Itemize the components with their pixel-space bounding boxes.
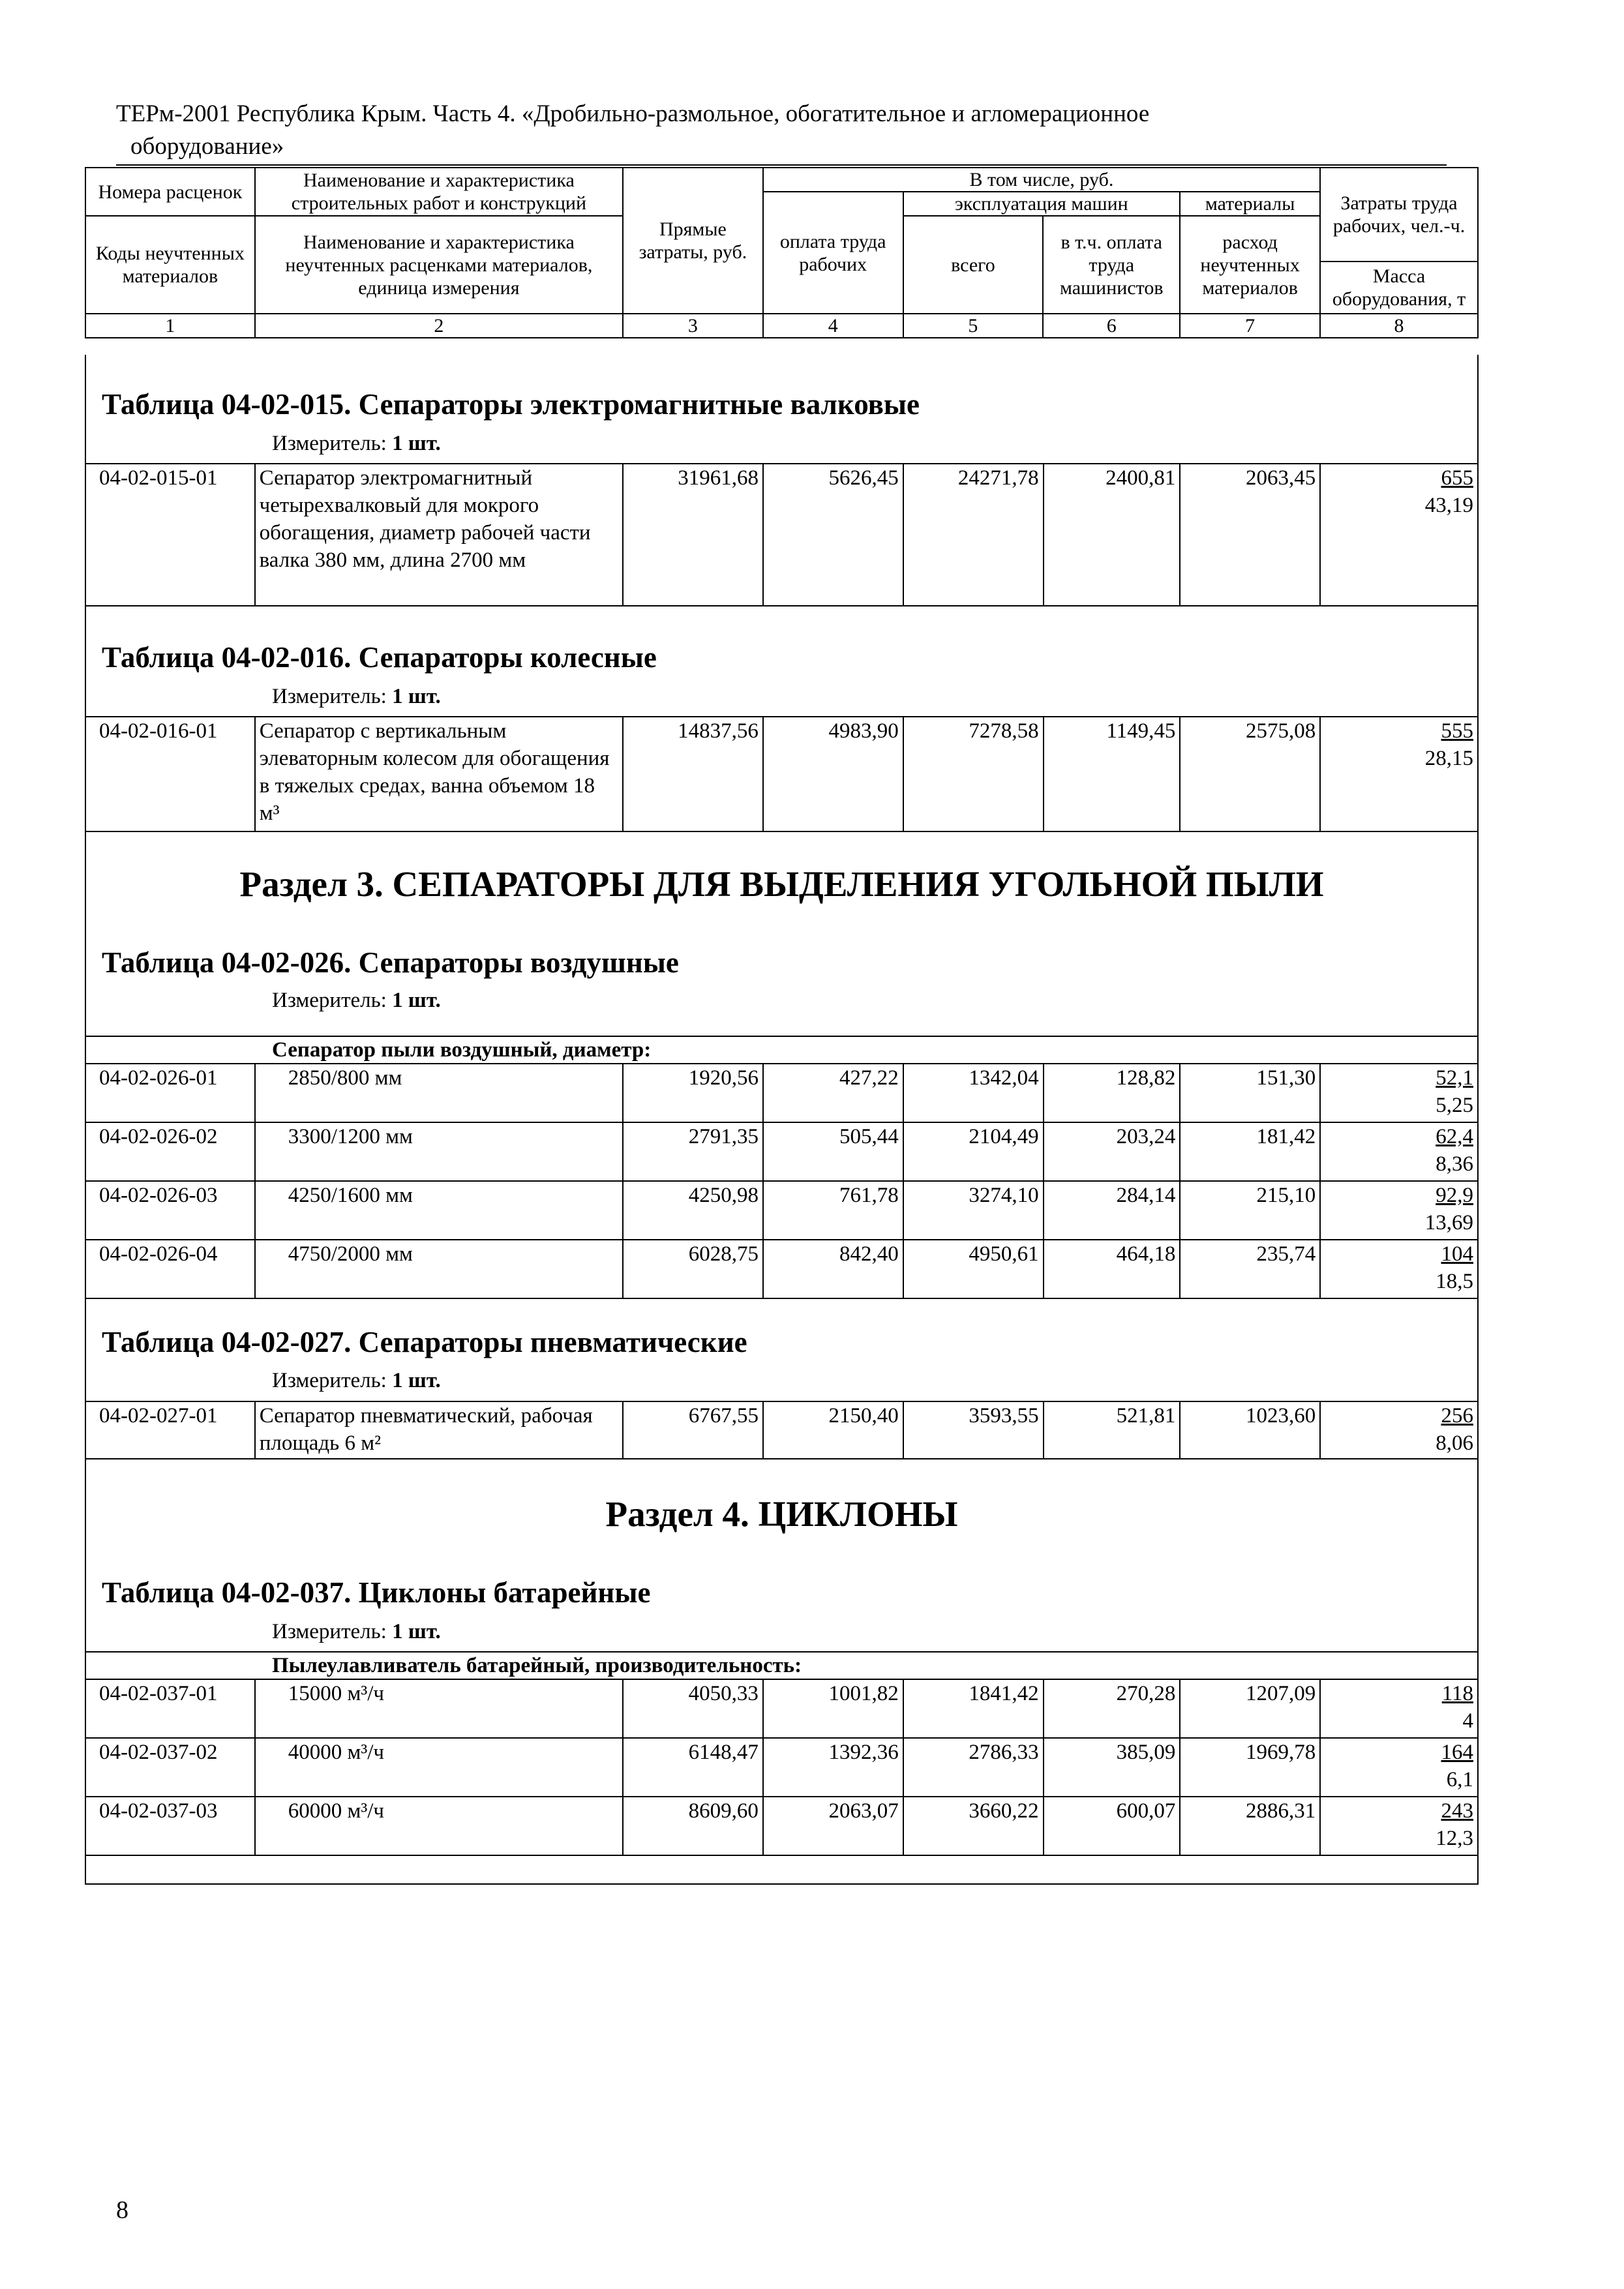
machinist-pay: 2400,81	[1044, 464, 1180, 606]
measure-label: Измеритель:	[272, 1620, 387, 1643]
group-heading: Сепаратор пыли воздушный, диаметр:	[85, 1036, 1478, 1064]
labor-hours: 243	[1441, 1799, 1473, 1823]
direct-costs: 6028,75	[623, 1240, 763, 1298]
rate-code: 04-02-016-01	[85, 717, 255, 831]
labor-mass-cell	[1320, 1181, 1478, 1240]
machinist-pay: 128,82	[1044, 1064, 1180, 1122]
header-line-1: ТЕРм-2001 Республика Крым. Часть 4. «Дробильно-размольное, обогатительное и агломерационное	[116, 100, 1150, 127]
labor-mass-cell	[1320, 1122, 1478, 1181]
table-row	[85, 1401, 1478, 1459]
col-number: 7	[1180, 314, 1320, 338]
table-title: Таблица 04-02-027. Сепараторы пневматические	[102, 1326, 747, 1358]
machinist-pay: 203,24	[1044, 1122, 1180, 1181]
direct-costs: 4250,98	[623, 1181, 763, 1240]
rate-code: 04-02-026-04	[85, 1240, 255, 1298]
col-number: 1	[85, 314, 255, 338]
rate-code: 04-02-026-03	[85, 1181, 255, 1240]
rates-grid	[85, 1401, 1479, 1459]
rate-code: 04-02-037-02	[85, 1738, 255, 1797]
labor-mass-cell	[1320, 1240, 1478, 1298]
rate-name: 2850/800 мм	[255, 1064, 623, 1122]
labor-hours: 164	[1441, 1741, 1473, 1764]
header-rule	[116, 164, 1447, 166]
table-row	[85, 717, 1478, 831]
rate-name: Сепаратор пневматический, рабочая площадь 6 м²	[255, 1401, 623, 1459]
machines-total: 2104,49	[903, 1122, 1044, 1181]
col1-header-top: Номера расценок	[85, 168, 255, 216]
table-body	[85, 355, 1479, 1885]
labor-pay: 427,22	[763, 1064, 903, 1122]
col6-header: в т.ч. оплата труда машинистов	[1043, 216, 1180, 314]
labor-hours: 104	[1441, 1242, 1473, 1266]
equipment-mass: 8,36	[1436, 1152, 1473, 1176]
labor-pay: 761,78	[763, 1181, 903, 1240]
machines-total: 3660,22	[903, 1797, 1044, 1855]
equipment-mass: 5,25	[1436, 1094, 1473, 1117]
rates-grid	[85, 463, 1479, 606]
labor-hours: 62,4	[1436, 1125, 1473, 1148]
table-row	[85, 464, 1478, 606]
col-number: 3	[623, 314, 763, 338]
col1-header-bottom: Коды неучтенных материалов	[85, 216, 255, 314]
rate-name: Сепаратор электромагнитный четырехвалковый для мокрого обогащения, диаметр рабочей части валка 380 мм, длина 2700 мм	[255, 464, 623, 606]
rates-grid	[85, 1651, 1479, 1856]
col-number: 5	[903, 314, 1044, 338]
rate-name: 3300/1200 мм	[255, 1122, 623, 1181]
direct-costs: 6767,55	[623, 1401, 763, 1459]
equipment-mass: 6,1	[1446, 1768, 1473, 1791]
machinist-pay: 600,07	[1044, 1797, 1180, 1855]
col-number: 2	[255, 314, 623, 338]
measure-value: 1 шт.	[392, 1620, 441, 1643]
measure-value: 1 шт.	[392, 989, 441, 1012]
labor-mass-cell	[1320, 1064, 1478, 1122]
column-header-table	[85, 167, 1479, 338]
labor-mass-cell	[1320, 1679, 1478, 1738]
machinist-pay: 1149,45	[1044, 717, 1180, 831]
machines-total: 7278,58	[903, 717, 1044, 831]
measure-line	[272, 1620, 441, 1644]
labor-mass-cell	[1320, 1738, 1478, 1797]
measure-line	[272, 685, 441, 709]
rate-code: 04-02-026-01	[85, 1064, 255, 1122]
table-row	[85, 1240, 1478, 1298]
col4-header: оплата труда рабочих	[763, 192, 903, 314]
rate-code: 04-02-037-01	[85, 1679, 255, 1738]
materials: 2886,31	[1180, 1797, 1320, 1855]
table-row	[85, 1738, 1478, 1797]
machines-total: 1342,04	[903, 1064, 1044, 1122]
direct-costs: 2791,35	[623, 1122, 763, 1181]
labor-pay: 4983,90	[763, 717, 903, 831]
materials: 1023,60	[1180, 1401, 1320, 1459]
rate-name: Сепаратор с вертикальным элеваторным колесом для обогащения в тяжелых средах, ванна объемом 18 м³	[255, 717, 623, 831]
running-header	[116, 98, 1453, 163]
labor-mass-cell	[1320, 1797, 1478, 1855]
rate-code: 04-02-015-01	[85, 464, 255, 606]
equipment-mass: 12,3	[1436, 1827, 1473, 1850]
machinist-pay: 521,81	[1044, 1401, 1180, 1459]
table-title: Таблица 04-02-016. Сепараторы колесные	[102, 641, 657, 674]
col-number: 6	[1043, 314, 1180, 338]
labor-hours: 92,9	[1436, 1184, 1473, 1207]
labor-hours: 256	[1441, 1404, 1473, 1428]
col5-header: всего	[903, 216, 1044, 314]
materials-header: материалы	[1180, 192, 1320, 216]
measure-line	[272, 1369, 441, 1393]
materials: 215,10	[1180, 1181, 1320, 1240]
direct-costs: 8609,60	[623, 1797, 763, 1855]
materials: 235,74	[1180, 1240, 1320, 1298]
machines-total: 3593,55	[903, 1401, 1044, 1459]
labor-mass-cell	[1320, 717, 1478, 831]
machinist-pay: 270,28	[1044, 1679, 1180, 1738]
direct-costs: 14837,56	[623, 717, 763, 831]
rates-grid	[85, 1036, 1479, 1299]
labor-pay: 2150,40	[763, 1401, 903, 1459]
machines-header: эксплуатация машин	[903, 192, 1180, 216]
equipment-mass: 43,19	[1424, 494, 1473, 517]
machines-total: 4950,61	[903, 1240, 1044, 1298]
including-header: В том числе, руб.	[763, 168, 1320, 192]
col8-header-top: Затраты труда рабочих, чел.-ч.	[1320, 168, 1478, 262]
materials: 151,30	[1180, 1064, 1320, 1122]
labor-pay: 2063,07	[763, 1797, 903, 1855]
table-row	[85, 1181, 1478, 1240]
machines-total: 2786,33	[903, 1738, 1044, 1797]
materials: 181,42	[1180, 1122, 1320, 1181]
rate-name: 15000 м³/ч	[255, 1679, 623, 1738]
table-title: Таблица 04-02-015. Сепараторы электромагнитные валковые	[102, 388, 920, 421]
materials: 1969,78	[1180, 1738, 1320, 1797]
equipment-mass: 13,69	[1424, 1211, 1473, 1234]
measure-label: Измеритель:	[272, 685, 387, 708]
equipment-mass: 28,15	[1424, 747, 1473, 770]
measure-value: 1 шт.	[392, 685, 441, 708]
page-number: 8	[116, 2196, 128, 2224]
col7-header: расход неучтенных материалов	[1180, 216, 1320, 314]
labor-mass-cell	[1320, 464, 1478, 606]
rate-name: 60000 м³/ч	[255, 1797, 623, 1855]
machines-total: 24271,78	[903, 464, 1044, 606]
machines-total: 3274,10	[903, 1181, 1044, 1240]
col3-header: Прямые затраты, руб.	[623, 168, 763, 314]
materials: 2063,45	[1180, 464, 1320, 606]
rate-code: 04-02-037-03	[85, 1797, 255, 1855]
labor-hours: 52,1	[1436, 1066, 1473, 1090]
labor-pay: 5626,45	[763, 464, 903, 606]
materials: 1207,09	[1180, 1679, 1320, 1738]
labor-hours: 555	[1441, 719, 1473, 743]
section-heading: Раздел 3. СЕПАРАТОРЫ ДЛЯ ВЫДЕЛЕНИЯ УГОЛЬНОЙ ПЫЛИ	[239, 864, 1324, 904]
materials: 2575,08	[1180, 717, 1320, 831]
labor-pay: 505,44	[763, 1122, 903, 1181]
rates-grid	[85, 716, 1479, 832]
equipment-mass: 8,06	[1436, 1431, 1473, 1455]
table-row	[85, 1064, 1478, 1122]
labor-mass-cell	[1320, 1401, 1478, 1459]
measure-line	[272, 432, 441, 456]
measure-line	[272, 989, 441, 1013]
rate-name: 4750/2000 мм	[255, 1240, 623, 1298]
direct-costs: 1920,56	[623, 1064, 763, 1122]
direct-costs: 4050,33	[623, 1679, 763, 1738]
measure-value: 1 шт.	[392, 1369, 441, 1392]
measure-label: Измеритель:	[272, 989, 387, 1012]
equipment-mass: 18,5	[1436, 1270, 1473, 1293]
rate-code: 04-02-026-02	[85, 1122, 255, 1181]
labor-pay: 1001,82	[763, 1679, 903, 1738]
group-row	[85, 1036, 1478, 1064]
labor-pay: 842,40	[763, 1240, 903, 1298]
table-title: Таблица 04-02-026. Сепараторы воздушные	[102, 946, 679, 979]
table-row	[85, 1679, 1478, 1738]
table-row	[85, 1122, 1478, 1181]
measure-label: Измеритель:	[272, 432, 387, 455]
col2-header-bottom: Наименование и характеристика неучтенных расценками материалов, единица измерения	[255, 216, 623, 314]
col-number: 4	[763, 314, 903, 338]
col-number: 8	[1320, 314, 1478, 338]
equipment-mass: 4	[1462, 1709, 1473, 1733]
machinist-pay: 464,18	[1044, 1240, 1180, 1298]
rate-name: 40000 м³/ч	[255, 1738, 623, 1797]
table-row	[85, 1797, 1478, 1855]
labor-hours: 118	[1441, 1682, 1473, 1705]
direct-costs: 31961,68	[623, 464, 763, 606]
direct-costs: 6148,47	[623, 1738, 763, 1797]
rate-name: 4250/1600 мм	[255, 1181, 623, 1240]
section-heading: Раздел 4. ЦИКЛОНЫ	[605, 1494, 958, 1534]
table-title: Таблица 04-02-037. Циклоны батарейные	[102, 1576, 651, 1609]
group-row	[85, 1652, 1478, 1679]
labor-hours: 655	[1441, 466, 1473, 490]
measure-label: Измеритель:	[272, 1369, 387, 1392]
group-heading: Пылеулавливатель батарейный, производительность:	[85, 1652, 1478, 1679]
machinist-pay: 284,14	[1044, 1181, 1180, 1240]
labor-pay: 1392,36	[763, 1738, 903, 1797]
header-line-2: оборудование»	[130, 133, 284, 160]
machines-total: 1841,42	[903, 1679, 1044, 1738]
rate-code: 04-02-027-01	[85, 1401, 255, 1459]
machinist-pay: 385,09	[1044, 1738, 1180, 1797]
col2-header-top: Наименование и характеристика строительных работ и конструкций	[255, 168, 623, 216]
measure-value: 1 шт.	[392, 432, 441, 455]
col8-header-bottom: Масса оборудования, т	[1320, 262, 1478, 314]
